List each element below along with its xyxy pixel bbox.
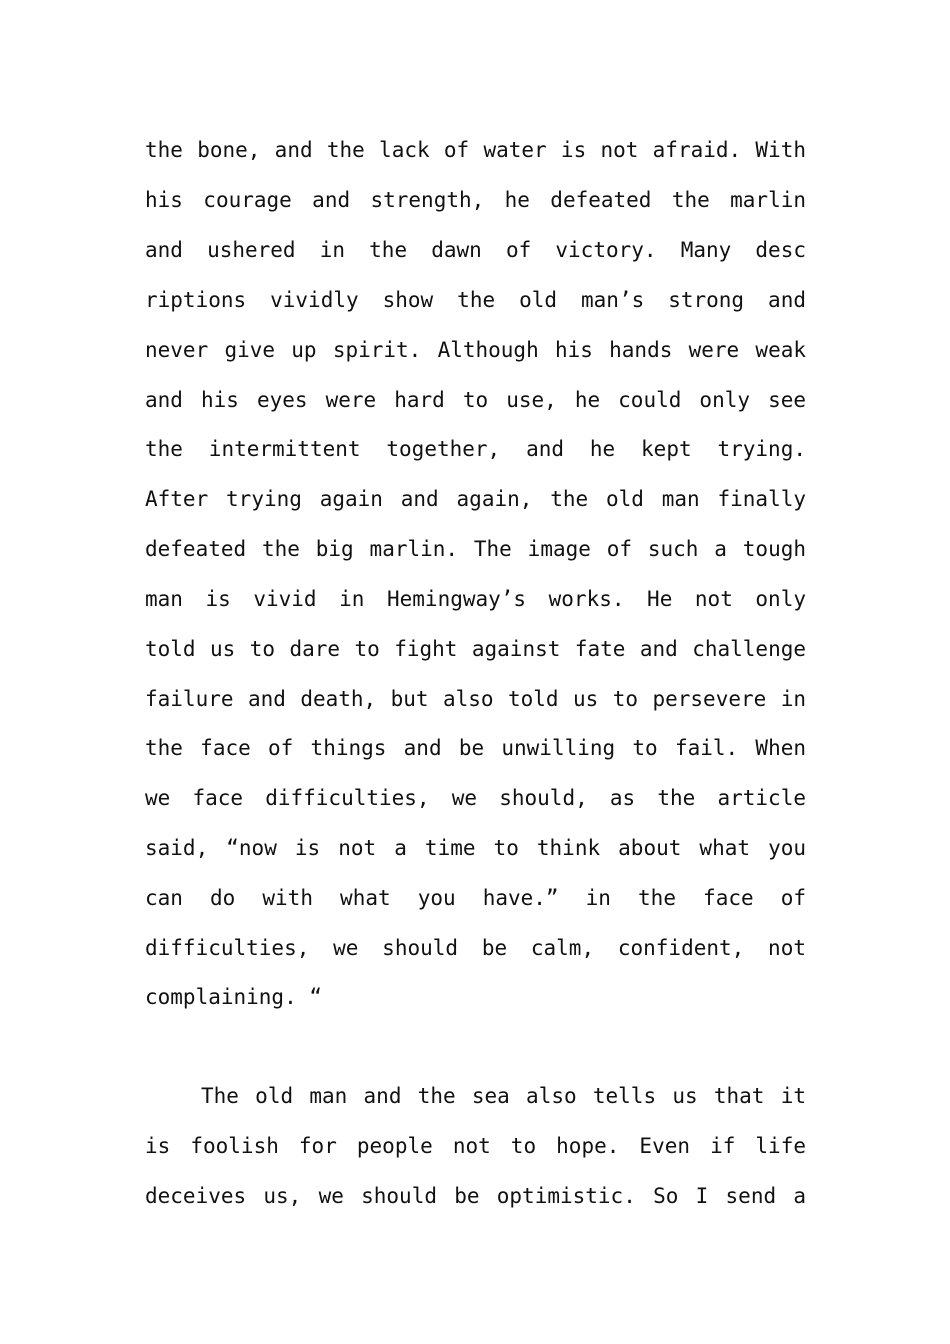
text-line: difficulties, we should be calm, confident, not [145, 936, 806, 960]
text-line: and his eyes were hard to use, he could only see [145, 388, 806, 412]
text-line: man is vivid in Hemingway’s works. He not only [145, 587, 806, 611]
text-line: After trying again and again, the old man finally [145, 487, 806, 511]
text-line: can do with what you have.” in the face of [145, 886, 806, 910]
text-line: never give up spirit. Although his hands were weak [145, 338, 806, 362]
text-line: deceives us, we should be optimistic. So I send a [145, 1184, 806, 1208]
text-line: the intermittent together, and he kept trying. [145, 437, 806, 461]
text-line: we face difficulties, we should, as the article [145, 786, 806, 810]
text-line: his courage and strength, he defeated the marlin [145, 188, 806, 212]
text-line: riptions vividly show the old man’s strong and [145, 288, 806, 312]
text-line: defeated the big marlin. The image of such a tough [145, 537, 806, 561]
text-line: The old man and the sea also tells us that it [201, 1084, 806, 1108]
text-line: the bone, and the lack of water is not afraid. With [145, 138, 806, 162]
text-line: complaining. “ [145, 985, 323, 1009]
text-line: said, “now is not a time to think about what you [145, 836, 806, 860]
text-line: the face of things and be unwilling to fail. When [145, 736, 806, 760]
text-line: told us to dare to fight against fate and challenge [145, 637, 806, 661]
text-line: is foolish for people not to hope. Even if life [145, 1134, 806, 1158]
text-line: and ushered in the dawn of victory. Many desc [145, 238, 806, 262]
text-line: failure and death, but also told us to persevere in [145, 687, 806, 711]
